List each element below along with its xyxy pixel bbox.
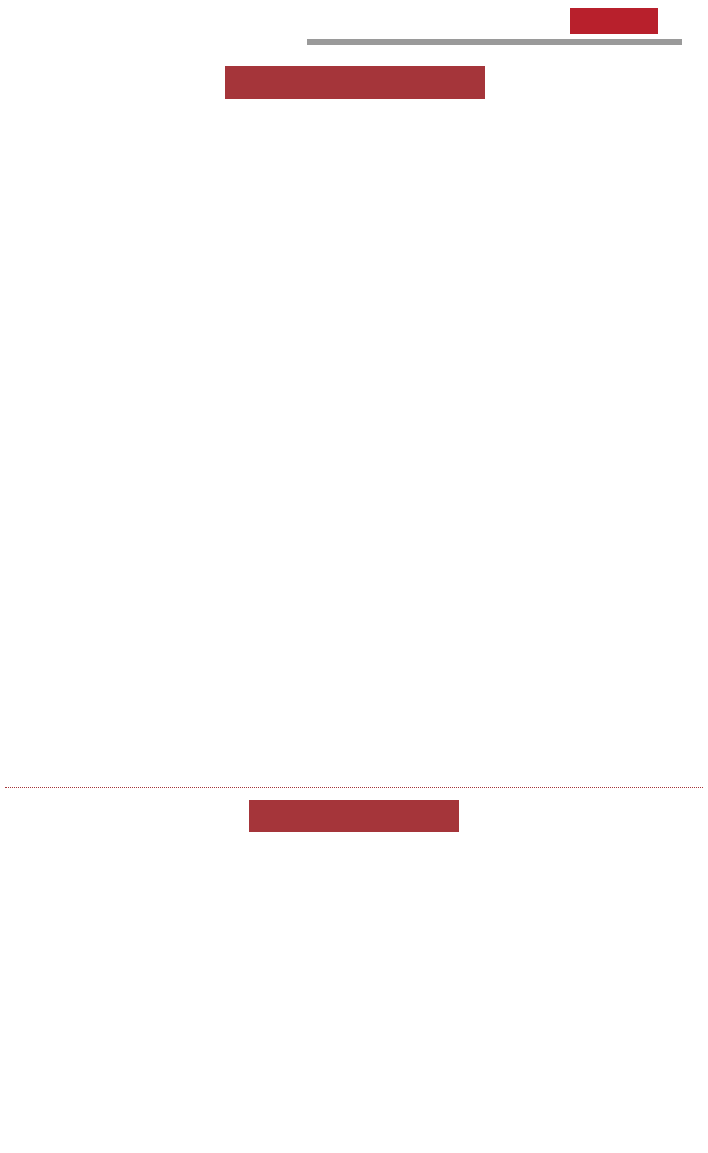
famous-food-list xyxy=(5,836,705,1146)
section-divider xyxy=(5,787,703,788)
restaurant-list xyxy=(5,106,705,768)
section-banner-restaurants xyxy=(225,66,485,99)
masthead xyxy=(0,0,708,48)
section-banner-famous-foods xyxy=(249,800,459,832)
header-rule xyxy=(307,39,682,45)
newspaper-logo xyxy=(570,8,658,34)
